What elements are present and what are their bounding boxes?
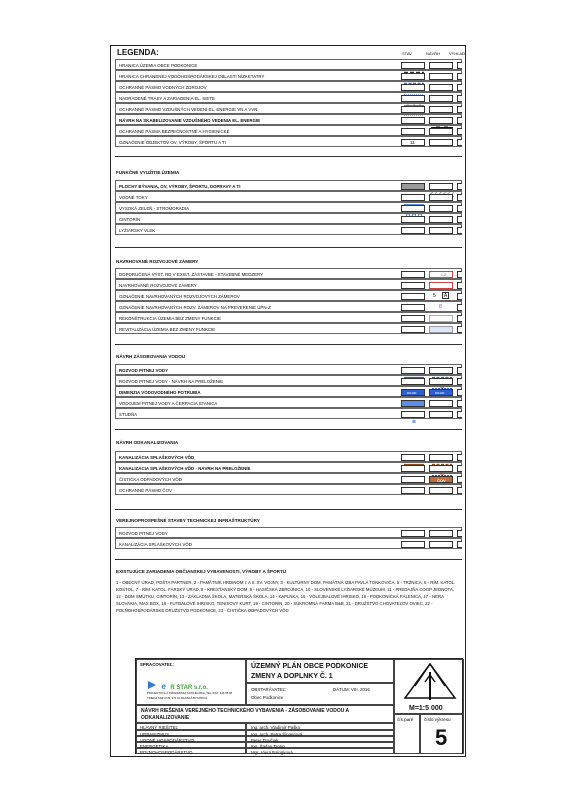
drawing-name-cell: NÁVRH RIEŠENIA VEREJNÉHO TECHNICKÉHO VYBAVENIA - ZÁSOBOVANIE VODOU A ODKANALIZOVANIE	[136, 705, 394, 723]
legend-row	[115, 136, 462, 147]
legend-row	[115, 473, 462, 484]
object-marker: 11	[401, 139, 425, 146]
legend-label: DOPORUČENÁ VÝST. RD V EXIST. ZÁSTAVBE - STAVEBNÉ MEDZERY	[119, 272, 264, 277]
development-symbol	[429, 282, 453, 289]
legend-label: OCHRANNÉ PÁSMA BEZPEČNOSTNÉ A HYGIENICKÉ	[119, 129, 230, 134]
section-title: NÁVRH ZÁSOBOVANIA VODOU	[116, 354, 186, 359]
legend-row	[115, 375, 462, 386]
north-arrow-icon	[395, 660, 465, 704]
boundary-symbol	[401, 62, 425, 69]
legend-label: REVITALIZÁCIA ÚZEMIA BEZ ZMENY FUNKCIE	[119, 327, 216, 332]
section-title: NÁVRH ODKANALIZOVANIA	[116, 440, 179, 445]
col-existing: STAV	[402, 51, 412, 56]
north-arrow-cell: M=1:5 000	[394, 659, 464, 714]
legend-row	[115, 92, 462, 103]
client-cell: OBSTARÁVATEĽ: DÁTUM: VIII. 2016 Obec Podkonice	[246, 683, 394, 705]
legend-title: LEGENDA:	[117, 48, 159, 57]
section-title: VEREJNOPROSPEŠNÉ STAVBY TECHNICKEJ INFRAŠTRUKTÚRY	[116, 518, 260, 523]
legend-row	[115, 279, 462, 290]
sheet-number: 5	[435, 725, 448, 750]
logo-arrow-icon	[147, 680, 157, 690]
existing-facilities-title: EXISTUJÚCE ZARIADENIA OBČIANSKEJ VYBAVENOSTI, VÝROBY A ŠPORTU	[116, 569, 287, 574]
sewer-symbol	[401, 454, 425, 461]
water-relocation-symbol	[429, 378, 453, 385]
legend-row	[115, 180, 462, 191]
legend-label: CINTORÍN	[119, 217, 141, 222]
legend-label: KANALIZÁCIA SPLAŠKOVÝCH VÔD	[119, 542, 192, 547]
verification-marker: 8	[429, 304, 453, 311]
legend-row	[115, 312, 462, 323]
existing-facilities-list: 1 - OBECNÝ ÚRAD, POŠTA PARTNER, 2 - PAMÄTNÍK HRDINOM I. A II. SV. VOJNY, 3 - KULTÚRNY DOM, PAMÄTNÁ IZBA PAVLA TONKOVIČA, 5 - TRŽNICA, 6 - RÍM. KATOL. KOSTOL, 7 - RÍM. KATOL. FARSKÝ URAD, 8 - KRESŤANSKÝ DOM, 9 - HASIČSKÁ ZBROJNICA, 10 - SLOVENSKÉ LYŽIARSKE MÚZEUM, 11 - PREDAJŇA COOP JEDNOTA, 12 - DOM SMÚTKU, CINTORÍN, 13 - ZÁKLADNÁ ŠKOLA, MATERSKÁ ŠKOLA, 14 - KAPLNKA, 15 - VOLEJBALOVÉ IHRISKO, 16 - PODKONICKÁ PÁLENICA, 17 - NERA SLOVAKIA, MAX BOX, 18 - FUTBALOVÉ IHRISKO, TENISOVÝ KURT, 19 - CINTORÍN, 20 - SÚKROMNÁ FARMA B&B, 21 - DRUŽSTVO CHOVATEĽOV OVIEC, 22 - POĽNOHOSPODÁRSKE DRUŽSTVO PODKONICE, 23 - ČISTIČKA ODPADOVÝCH VÔD	[116, 580, 456, 613]
legend-row	[115, 323, 462, 334]
sewer-relocation-symbol	[429, 465, 453, 472]
legend-label: KANALIZÁCIA SPLAŠKOVÝCH VÔD	[119, 455, 195, 460]
reservoir-symbol	[401, 400, 425, 407]
legend-label: OZNAČENIE OBJEKTOV OV, VÝROBY, ŠPORTU A TI	[119, 140, 226, 145]
legend-label: OZNAČENIE NAVRHOVANÝCH ROZVOJOVÝCH ZÁMEROV	[119, 294, 240, 299]
section-title: FUNKČNÉ VYUŽITIE ÚZEMIA	[116, 170, 180, 175]
pipe-dimension-proposal-symbol: DN100	[429, 389, 453, 396]
legend-row	[115, 451, 462, 462]
legend-row	[115, 70, 462, 81]
company-logo: e R STAR s.r.o.	[147, 676, 208, 694]
legend-label: ROZVOD PITNEJ VODY	[119, 531, 168, 536]
legend-row	[115, 59, 462, 70]
legend-frame	[110, 45, 466, 757]
stream-symbol	[401, 194, 425, 201]
legend-label: VYSOKÁ ZELEŇ - STROMORADIA	[119, 206, 190, 211]
col-outlook: VÝHĽAD	[449, 51, 466, 56]
legend-label: ČISTIČKA ODPADOVÝCH VÔD	[119, 477, 182, 482]
legend-label: OZNAČENIE NAVRHOVANÝCH ROZV. ZÁMEROV NA PREVERENIE ÚPN-Z	[119, 305, 271, 310]
legend-row	[115, 125, 462, 136]
legend-label: LYŽIARSKY VLEK	[119, 228, 156, 233]
legend-label: OCHRANNÉ PÁSMO ČOV	[119, 488, 172, 493]
water-protection-symbol	[401, 84, 425, 91]
legend-label: NÁVRH NA SKABELIZOVANIE VZDUŠNÉHO VEDENIA EL. ENERGIE	[119, 118, 261, 123]
power-protection-symbol	[401, 106, 425, 113]
legend-label: PLOCHY BÝVANIA, OV, VÝROBY, ŠPORTU, DOPRAVY A TI	[119, 184, 241, 189]
legend-row	[115, 397, 462, 408]
development-marker: 5 A	[429, 293, 453, 300]
legend-label: HRANICA ÚZEMIA OBCE PODKONICE	[119, 63, 198, 68]
legend-label: STUDŇA	[119, 412, 138, 417]
water-main-proposal-symbol	[429, 367, 453, 374]
cabling-proposal-symbol	[429, 117, 453, 124]
legend-row	[115, 408, 462, 419]
legend-label: DIMENZIA VODOVODNÉHO POTRUBIA	[119, 390, 201, 395]
col-proposal: NÁVRH	[426, 51, 441, 56]
legend-row	[115, 301, 462, 312]
legend-label: ROZVOD PITNEJ VODY - NÁVRH NA PRELOŽENIE	[119, 379, 224, 384]
water-main-symbol	[401, 367, 425, 374]
legend-row	[115, 268, 462, 279]
processor-cell: SPRACOVATEĽ: e R STAR s.r.o. PROJEKTOVÁ A INŽINIERSKA KANCELÁRIA, TEL./FAX: 426 55 65 TRIEDA SNP 67/B, 974 01 BANSKÁ BYSTRICA	[136, 659, 246, 705]
water-area-boundary-symbol	[401, 73, 425, 80]
section-title: NAVRHOVANÉ ROZVOJOVÉ ZÁMERY	[116, 259, 199, 264]
legend-label: OCHRANNÉ PÁSMO VZDUŠNÝCH VEDENÍ EL. ENERGIE VN A VVN	[119, 107, 258, 112]
legend-label: HRANICA CHRÁNENEJ VODOHOSPODÁRSKEJ OBLASTI NÍZKETATRY	[119, 74, 265, 79]
legend-row	[115, 81, 462, 92]
sewer-proposal-symbol	[429, 454, 453, 461]
title-block: SPRACOVATEĽ: e R STAR s.r.o. PROJEKTOVÁ A INŽINIERSKA KANCELÁRIA, TEL./FAX: 426 55 65 TRIEDA SNP 67/B, 974 01 BANSKÁ BYSTRICA ÚZEMNÝ PLÁN OBCE PODKONICE ZMENY A DOPLNKY Č. 1 OBSTARÁVATEĽ: DÁTUM: VIII. 2016 Obec Podkonice M=1:5 000 NÁVRH RIEŠENIA VEREJNÉHO TECHNICKÉHO VYBAVENIA - ZÁSOBOVANIE VODOU A ODKANALIZOVANIE HLAVNÝ RIEŠITEĽ Ing. arch. Vladimír Paško URBANIZMUS Ing. arch. Petra Šingerová VODNÉ HOSPODÁRSTVO Peter Dovčiak ENERGETIKA Ing. Štefan Tropp POĽNOHOSPODÁRSTVO Mgr. Viera Balogková čís.paré číslo výkresu 5	[135, 658, 463, 754]
reconstruction-symbol	[429, 315, 453, 322]
legend-row	[115, 364, 462, 375]
legend-label: ROZVOD PITNEJ VODY	[119, 368, 169, 373]
copy-number-cell: čís.paré	[394, 714, 420, 754]
well-symbol	[401, 411, 425, 418]
revitalization-symbol	[429, 326, 453, 333]
tree-rows-symbol	[401, 205, 425, 212]
legend-label: VODOJEM PITNEJ VODY A ČERPACIA STANICA	[119, 401, 218, 406]
legend-label: REKONŠTRUKCIA ÚZEMIA BEZ ZMENY FUNKCIE	[119, 316, 221, 321]
legend-label: OCHRANNÉ PÁSMO VODNÝCH ZDROJOV	[119, 85, 207, 90]
treatment-plant-symbol: ČOV	[429, 476, 453, 483]
legend-label: NAVRHOVANÉ ROZVOJOVÉ ZÁMERY	[119, 283, 197, 288]
pipe-dimension-symbol: DN100	[401, 389, 425, 396]
power-line-symbol	[401, 95, 425, 102]
gap-building-symbol: 1-2	[429, 271, 453, 278]
legend-row	[115, 527, 462, 538]
legend-header	[115, 48, 466, 59]
legend-label: NADRADENÉ TRASY A ZARIADENIA EL. SIETE	[119, 96, 215, 101]
built-area-proposal-symbol	[429, 183, 453, 190]
legend-label: VODNÉ TOKY	[119, 195, 148, 200]
legend-row	[115, 290, 462, 301]
legend-label: KANALIZÁCIA SPLAŠKOVÝCH VÔD - NÁVRH NA PRELOŽENIE	[119, 466, 251, 471]
legend-row	[115, 191, 462, 202]
legend-row	[115, 213, 462, 224]
built-area-symbol	[401, 183, 425, 190]
legend-row	[115, 484, 462, 495]
legend-row	[115, 462, 462, 473]
legend-row	[115, 103, 462, 114]
legend-row	[115, 386, 462, 397]
legend-row	[115, 538, 462, 549]
legend-row	[115, 114, 462, 125]
legend-row	[115, 224, 462, 235]
sheet-number-cell: číslo výkresu 5	[420, 714, 464, 754]
legend-row	[115, 202, 462, 213]
plan-title-cell: ÚZEMNÝ PLÁN OBCE PODKONICE ZMENY A DOPLNKY Č. 1	[246, 659, 394, 683]
